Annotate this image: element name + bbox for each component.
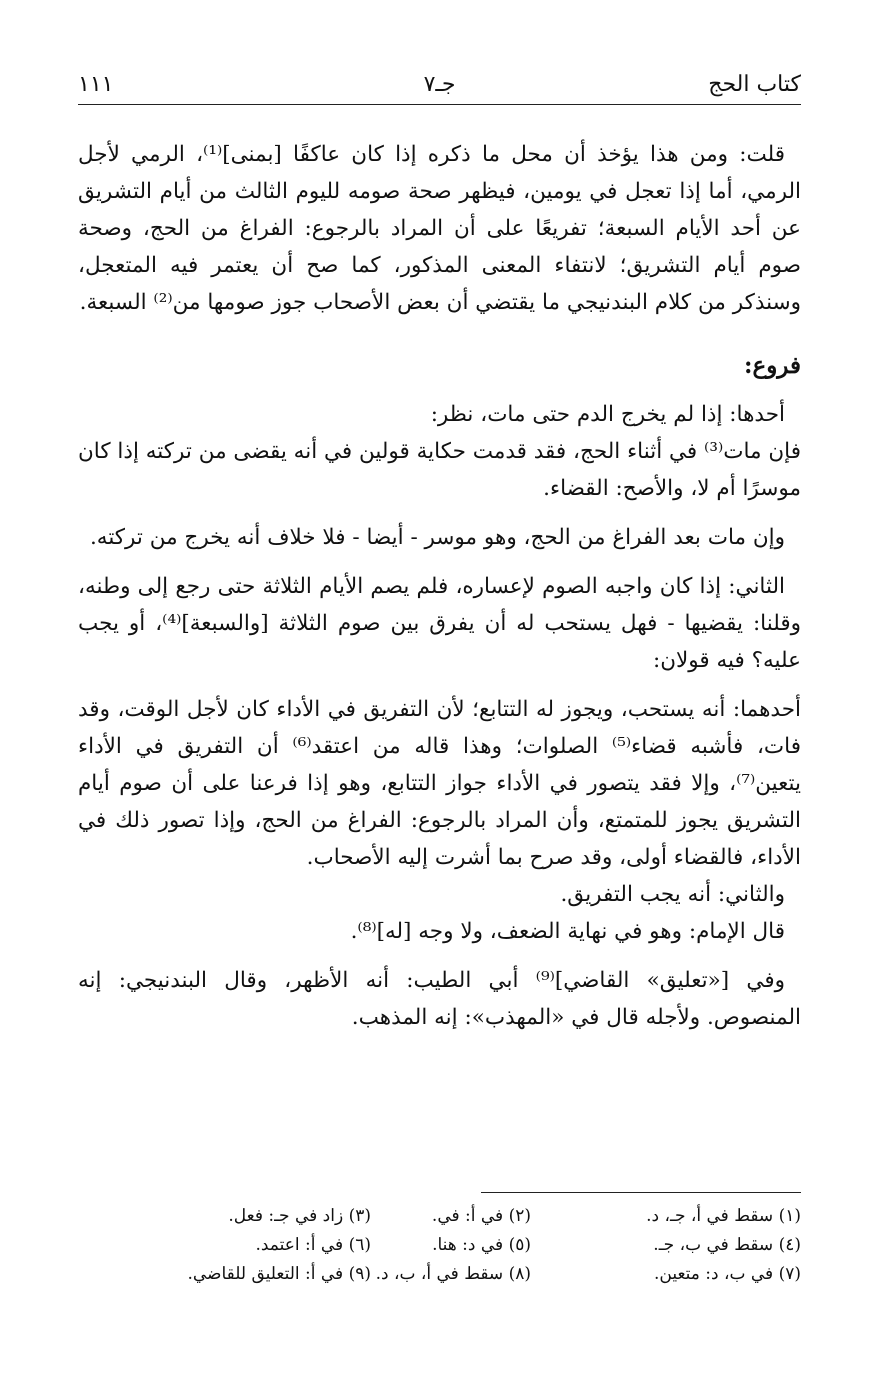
paragraph: فإن مات⁽³⁾ في أثناء الحج، فقد قدمت حكاية قولين في أنه يقضى من تركته إذا كان موسرًا أم لا، والأصح: القضاء. — [78, 439, 801, 501]
book-title: كتاب الحج — [708, 72, 801, 97]
body-text — [78, 136, 801, 1036]
paragraph: والثاني: أنه يجب التفريق. — [560, 882, 785, 907]
running-header — [78, 72, 801, 104]
footnote: (٦) في أ: اعتمد. — [255, 1235, 371, 1255]
footnote-row — [78, 1206, 801, 1235]
header-rule — [78, 104, 801, 105]
footnote-row — [78, 1235, 801, 1264]
footnote: (١) سقط في أ، جـ، د. — [646, 1206, 801, 1226]
volume-number: جـ٧ — [423, 72, 456, 97]
paragraph: وإن مات بعد الفراغ من الحج، وهو موسر - أيضا - فلا خلاف أنه يخرج من تركته. — [89, 525, 785, 550]
page-number: ١١١ — [78, 72, 114, 97]
footnote: (٩) في أ: التعليق للقاضي. — [187, 1264, 371, 1284]
paragraph: قلت: ومن هذا يؤخذ أن محل ما ذكره إذا كان عاكفًا [بمنى]⁽¹⁾، الرمي لأجل الرمي، أما إذا تعجل في يومين، فيظهر صحة صومه لليوم الثالث من أيام التشريق عن أحد الأيام السبعة؛ تفريعًا على أن المراد بالرجوع: الفراغ من الحج، وصحة صوم أيام التشريق؛ لانتفاء المعنى المذكور، كما صح أن يعتمر فيه المتعجل، وسنذكر من كلام البندنيجي ما يقتضي أن بعض الأصحاب جوز صومها من⁽²⁾ السبعة. — [78, 142, 801, 315]
paragraph: أحدهما: أنه يستحب، ويجوز له التتابع؛ لأن التفريق في الأداء كان لأجل الوقت، وقد فات، فأشبه قضاء⁽⁵⁾ الصلوات؛ وهذا قاله من اعتقد⁽⁶⁾ أن التفريق في الأداء يتعين⁽⁷⁾، وإلا فقد يتصور في الأداء جواز التتابع، وهو إذا فرعنا على أن صوم أيام التشريق يجوز للمتمتع، وأن المراد بالرجوع: الفراغ من الحج، وإذا تصور ذلك في الأداء، فالقضاء أولى، وقد صرح بما أشرت إليه الأصحاب. — [78, 697, 801, 870]
section-heading: فروع: — [743, 352, 801, 379]
footnote-rule — [481, 1192, 801, 1193]
footnote: (٥) في د: هنا. — [432, 1235, 531, 1255]
paragraph: أحدها: إذا لم يخرج الدم حتى مات، نظر: — [430, 402, 785, 427]
paragraph: الثاني: إذا كان واجبه الصوم لإعساره، فلم يصم الأيام الثلاثة حتى رجع إلى وطنه، وقلنا: يقضيها - فهل يستحب له أن يفرق بين صوم الثلاثة [والسبعة]⁽⁴⁾، أو يجب عليه؟ فيه قولان: — [78, 574, 801, 673]
footnote-row — [78, 1264, 801, 1293]
footnote: (٧) في ب، د: متعين. — [653, 1264, 801, 1284]
footnote: (٨) سقط في أ، ب، د. — [375, 1264, 531, 1284]
footnotes — [78, 1206, 801, 1293]
paragraph: قال الإمام: وهو في نهاية الضعف، ولا وجه [له]⁽⁸⁾. — [350, 919, 785, 944]
footnote: (٤) سقط في ب، جـ. — [653, 1235, 801, 1255]
footnote: (٣) زاد في جـ: فعل. — [228, 1206, 371, 1226]
paragraph: وفي [«تعليق» القاضي]⁽⁹⁾ أبي الطيب: أنه الأظهر، وقال البندنيجي: إنه المنصوص. ولأجله قال في «المهذب»: إنه المذهب. — [78, 968, 801, 1030]
footnote: (٢) في أ: في. — [431, 1206, 531, 1226]
